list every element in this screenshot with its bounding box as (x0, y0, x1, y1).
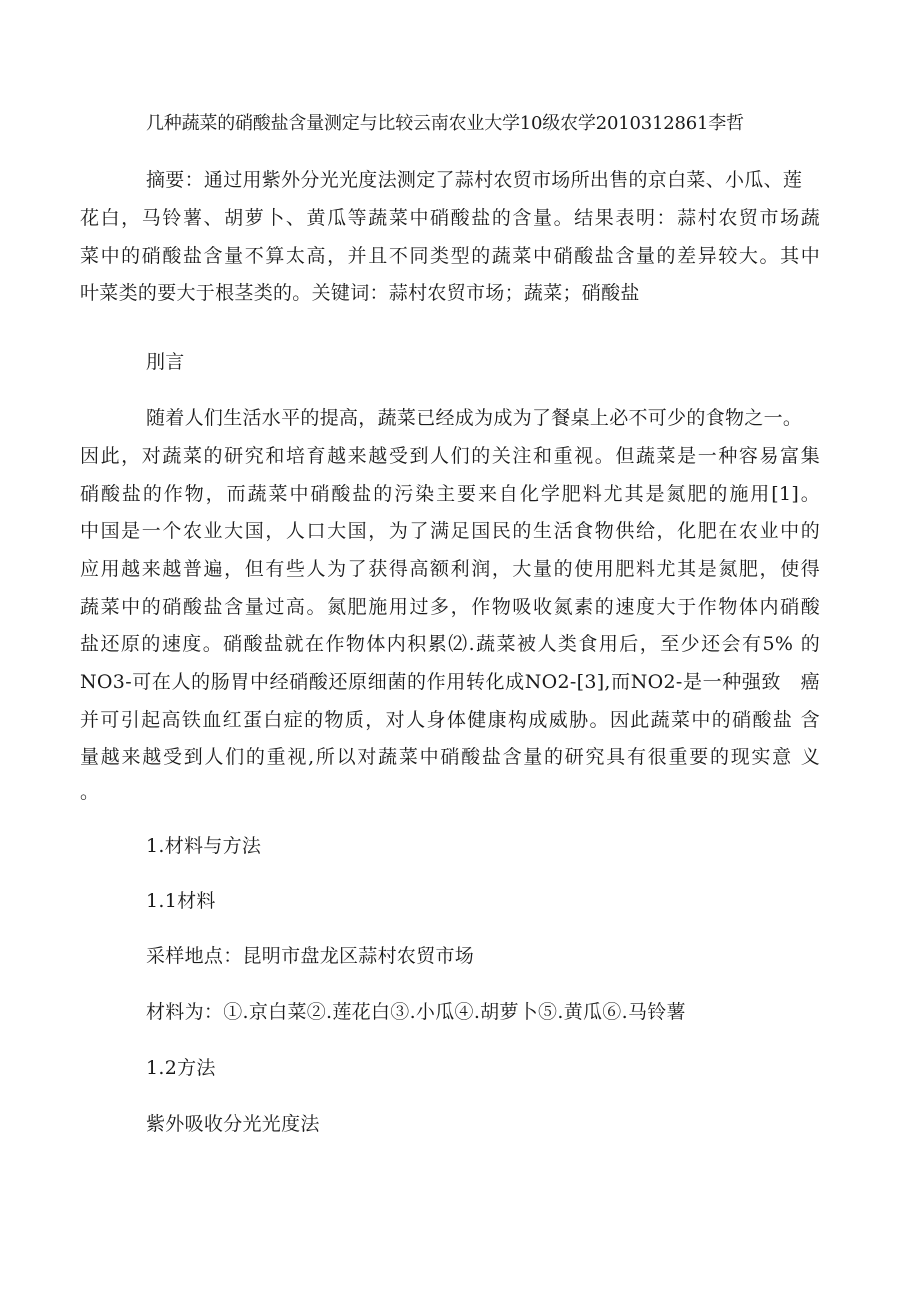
preface-line-4: 中国是一个农业大国，人口大国，为了满足国民的生活食物供给，化肥在农业中的 (80, 520, 820, 542)
abstract-line-2: 花白，马铃薯、胡萝卜、黄瓜等蔬菜中硝酸盐的含量。结果表明：蒜村农贸市场蔬 (80, 207, 820, 229)
section-1-2-heading: 1.2方法 (146, 1057, 216, 1079)
preface-heading: 刖言 (146, 351, 185, 373)
method-text: 紫外吸收分光光度法 (146, 1113, 320, 1135)
preface-line-9: 并可引起高铁血红蛋白症的物质，对人身体健康构成威胁。因此蔬菜中的硝酸盐 含 (80, 709, 820, 731)
preface-line-11: 。 (80, 781, 100, 803)
document-title: 几种蔬菜的硝酸盐含量测定与比较云南农业大学10级农学2010312861李哲 (146, 113, 744, 134)
preface-line-6: 蔬菜中的硝酸盐含量过高。氮肥施用过多，作物吸收氮素的速度大于作物体内硝酸 (80, 596, 820, 618)
preface-line-7: 盐还原的速度。硝酸盐就在作物体内积累⑵.蔬菜被人类食用后，至少还会有5% 的 (80, 633, 820, 655)
preface-line-1: 随着人们生活水平的提高，蔬菜已经成为成为了餐桌上必不可少的食物之一。 (146, 407, 803, 429)
materials-list: 材料为：①.京白菜②.莲花白③.小瓜④.胡萝卜⑤.黄瓜⑥.马铃薯 (146, 1001, 686, 1023)
preface-line-3: 硝酸盐的作物，而蔬菜中硝酸盐的污染主要来自化学肥料尤其是氮肥的施用[1]。 (80, 483, 820, 505)
section-1-heading: 1.材料与方法 (146, 835, 262, 857)
preface-line-2: 因此，对蔬菜的研究和培育越来越受到人们的关注和重视。但蔬菜是一种容易富集 (80, 445, 820, 467)
preface-line-5: 应用越来越普遍，但有些人为了获得高额利润，大量的使用肥料尤其是氮肥，使得 (80, 558, 820, 580)
sampling-site: 采样地点：昆明市盘龙区蒜村农贸市场 (146, 945, 475, 967)
abstract-line-4: 叶菜类的要大于根茎类的。关键词：蒜村农贸市场；蔬菜；硝酸盐 (80, 282, 640, 304)
preface-line-10: 量越来越受到人们的重视,所以对蔬菜中硝酸盐含量的研究具有很重要的现实意 义 (80, 746, 820, 768)
section-1-1-heading: 1.1材料 (146, 890, 216, 912)
abstract-line-3: 菜中的硝酸盐含量不算太高，并且不同类型的蔬菜中硝酸盐含量的差异较大。其中 (80, 245, 820, 267)
abstract-line-1: 摘要：通过用紫外分光光度法测定了蒜村农贸市场所出售的京白菜、小瓜、莲 (146, 169, 803, 191)
preface-line-8: NO3-可在人的肠胃中经硝酸还原细菌的作用转化成NO2-[3],而NO2-是一种强致 癌 (80, 671, 820, 693)
